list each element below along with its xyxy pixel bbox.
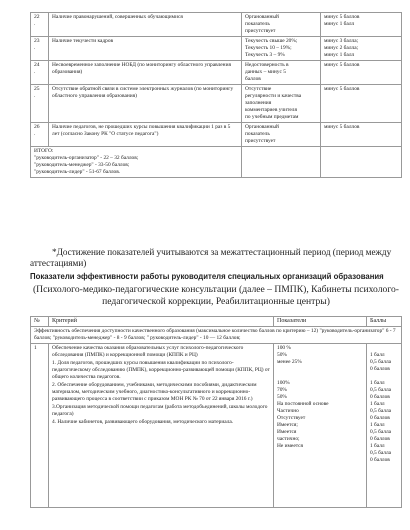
points-line: 0 баллов <box>370 394 390 400</box>
row-points <box>367 344 402 508</box>
indicator-line <box>277 366 363 373</box>
indicator-line: Текучесть свыше 20%; <box>245 38 298 44</box>
row-num: 22 . <box>31 13 49 37</box>
row-criterion: Несвоевременное заполнение НОБД (по мониторингу областного управления образования) <box>49 61 242 85</box>
indicator-line: 100% <box>277 380 290 386</box>
points-line: минус 5 баллов <box>324 124 360 130</box>
points-line: 1 балл <box>370 422 385 428</box>
indicator-line: менее 25% <box>277 359 302 365</box>
itogo-line: ИТОГО: <box>34 148 54 154</box>
row-num: 1 <box>31 344 49 508</box>
indicator-line: по учебным предметам <box>245 114 299 120</box>
header-criterion: Критерий <box>49 317 274 327</box>
points-line: 0 баллов <box>370 415 390 421</box>
row-criterion <box>49 344 274 508</box>
points-line: 1 балл <box>370 443 385 449</box>
row-num: 23 . <box>31 37 49 61</box>
points-line: минус 1 балл <box>324 21 355 27</box>
points-line: 1 балл <box>370 352 385 358</box>
points-line: 1 балл <box>370 380 385 386</box>
indicator-line: показатель <box>245 21 270 27</box>
row-num: 25 . <box>31 85 49 123</box>
indicator-line: присутствует <box>245 28 276 34</box>
criteria-table-second <box>30 316 402 508</box>
criterion-paragraph: 3.Организация методической помощи педагогам (работа методобъединений, школы молодого педагога) <box>52 404 268 417</box>
indicator-line: присутствует <box>245 138 276 144</box>
criterion-paragraph: 1. Доля педагогов, прошедших курсы повышения квалификации по психолого-педагогическому обследованию (ПМПК), коррекционно-развивающей помощи (КППК, РЦ) от общего количества педагогов. <box>52 360 270 380</box>
points-line: минус 1 балл <box>324 52 355 58</box>
points-line: 1 балл <box>370 401 385 407</box>
points-line: 0,5 балла <box>370 450 392 456</box>
indicator-line: 100 % <box>277 345 291 351</box>
indicator-line: Текучесть 10 – 19%; <box>245 45 292 51</box>
table-row <box>31 61 402 85</box>
indicator-line: Текучесть 3 – 9% <box>245 52 285 58</box>
row-num: 26 . <box>31 123 49 147</box>
row-indicators <box>242 123 321 147</box>
table-row <box>31 123 402 147</box>
indicator-line: На постоянной основе <box>277 401 329 407</box>
points-line: минус 5 баллов <box>324 14 360 20</box>
indicator-line: 50% <box>277 394 287 400</box>
points-line <box>370 373 398 380</box>
points-line: 0,5 балла <box>370 408 392 414</box>
points-line: минус 3 балла; <box>324 38 359 44</box>
row-indicators <box>274 344 367 508</box>
row-indicators <box>242 85 321 123</box>
row-points <box>321 85 402 123</box>
itogo-cell <box>31 147 242 178</box>
indicator-line: Отсутствует <box>277 415 306 421</box>
indicator-line: Не имеется <box>277 443 304 449</box>
indicator-line: Имеется; <box>277 422 298 428</box>
row-points <box>321 123 402 147</box>
indicator-line: комментариев учителя <box>245 107 297 113</box>
empty-cell <box>242 147 321 178</box>
indicator-line: 50% <box>277 352 287 358</box>
row-indicators <box>242 61 321 85</box>
section-heading: Показатели эффективности работы руководителя специальных организаций образования <box>30 272 384 281</box>
span-row <box>31 327 402 344</box>
row-criterion: Наличие текучести кадров <box>49 37 242 61</box>
indicator-line: баллов <box>245 76 261 82</box>
span-text: Эффективность обеспечения доступности качественного образования (максимальное количество баллов по критерию – 12) "руководитель-организатор" 6 - 7 баллов; "руководитель-менеджер" - 8 - 9 баллов; " руководитель-лидер" - 10 — 12 баллов; <box>31 327 402 344</box>
table-header-row <box>31 317 402 327</box>
points-line: минус 2 балла; <box>324 45 359 51</box>
points-line: минус 5 баллов <box>324 86 360 92</box>
criterion-paragraph: 4. Наличие кабинетов, развивающего оборудования, методического материала. <box>52 419 234 425</box>
indicator-line: заполнения <box>245 100 272 106</box>
indicator-line: показатель <box>245 131 270 137</box>
row-points <box>321 37 402 61</box>
header-indicators: Показатели <box>274 317 367 327</box>
indicator-line: 70% <box>277 387 287 393</box>
row-num: 24 . <box>31 61 49 85</box>
note-text: *Достижение показателей учитываются за межаттестационный период (период между аттестациями) <box>30 247 392 268</box>
table-row <box>31 344 402 508</box>
points-line: 0 баллов <box>370 366 390 372</box>
points-line: 0,5 балла <box>370 387 392 393</box>
header-points: Баллы <box>367 317 402 327</box>
indicator-line <box>277 373 363 380</box>
indicator-line: частично; <box>277 436 300 442</box>
table-row <box>31 37 402 61</box>
itogo-line: "руководитель-лидер" - 51-67 баллов. <box>34 169 121 175</box>
indicator-line: Недостоверность в <box>245 62 289 68</box>
points-line: 0,5 балла <box>370 359 392 365</box>
points-line: 0 баллов <box>370 457 390 463</box>
indicator-line: Отсутствие <box>245 86 272 92</box>
indicator-line: Органованный <box>245 124 279 130</box>
indicator-line: данных – минус 5 <box>245 69 286 75</box>
row-indicators <box>242 13 321 37</box>
criterion-paragraph: 2. Обеспечение оборудованием, учебниками, методическими пособиями, дидактическим материалом, методическим учебного, диагностико-консультативного и коррекционно-развивающего процесса в соответствии с приказом МОН РК № 70 от 22 января 2016 г.) <box>52 382 257 402</box>
row-criterion: Наличие педагогов, не прошедших курсы повышения квалификации 1 раз в 5 лет (согласно Закону РК "О статусе педагога") <box>49 123 242 147</box>
points-line <box>370 345 398 352</box>
indicator-line: Органованный <box>245 14 279 20</box>
indicator-line: регулярности и качества <box>245 93 302 99</box>
header-num: № <box>31 317 49 327</box>
indicator-line: Частично <box>277 408 299 414</box>
itogo-line: "руководитель-организатор" - 22 – 32 баллов; <box>34 155 139 161</box>
row-criterion: Отсутствие обратной связи в системе электронных журналов (по мониторингу областного управления образования) <box>49 85 242 123</box>
points-line: минус 5 баллов <box>324 62 360 68</box>
itogo-row <box>31 147 402 178</box>
criteria-table-top <box>30 12 402 178</box>
row-points <box>321 61 402 85</box>
indicator-line: Имеется <box>277 429 297 435</box>
points-line: 0,5 балла <box>370 429 392 435</box>
empty-cell <box>321 147 402 178</box>
row-indicators <box>242 37 321 61</box>
row-criterion: Наличие правонарушений, совершенных обучающимися <box>49 13 242 37</box>
row-points <box>321 13 402 37</box>
section-subheading: (Психолого-медико-педагогические консультации (далее – ПМПК), Кабинеты психолого-педагогической коррекции, Реабилитационные центры) <box>32 284 400 307</box>
table-row <box>31 85 402 123</box>
points-line: 0 баллов <box>370 436 390 442</box>
criterion-paragraph: Обеспечение качества оказания образовательных услуг психолого-педагогического обследования (ПМПК) и коррекционной помощи (КППК и РЦ) <box>52 345 244 358</box>
table-row <box>31 13 402 37</box>
itogo-line: "руководитель-менеджер" - 33-50 баллов; <box>34 162 130 168</box>
